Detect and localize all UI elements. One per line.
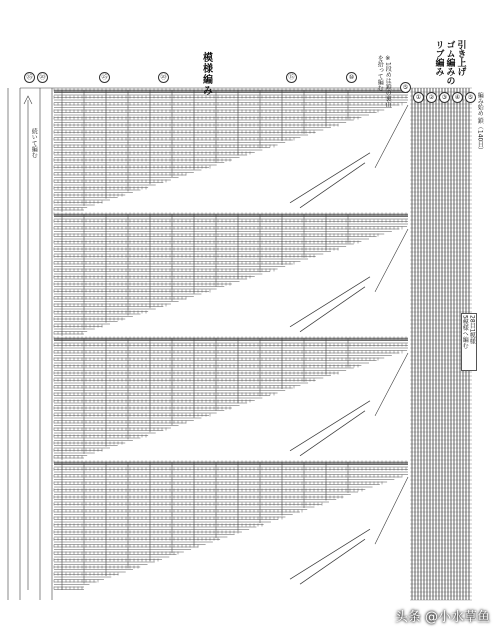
rib-row-marker: ⑤ — [465, 92, 476, 103]
column-marker: ⑩ — [346, 72, 357, 83]
rib-title-line2: ゴム編みの — [444, 40, 455, 85]
block-top-band — [54, 338, 408, 341]
diagonal-stitch — [290, 529, 370, 579]
diagonal-stitch — [375, 105, 408, 168]
rib-row-marker: ③ — [439, 92, 450, 103]
rib-row-marker: ④ — [452, 92, 463, 103]
block-top-band — [54, 462, 408, 465]
column-marker: ⑳ — [158, 72, 169, 83]
pattern-title: 模様編み — [200, 52, 212, 96]
block-top-band — [54, 214, 408, 217]
diagonal-stitch — [300, 411, 365, 456]
diagonal-stitch — [300, 287, 365, 332]
repeat-note-line2: 5模様へ編む — [461, 315, 469, 349]
column-marker: ⑮ — [286, 72, 297, 83]
watermark: 头条 @小水草鱼 — [394, 610, 490, 625]
continue-note: 続いて編む — [30, 128, 38, 158]
column-marker: ㉟ — [24, 72, 35, 83]
repeat-note-line1: 28目1模様 — [468, 315, 476, 345]
diagonal-stitch — [300, 539, 365, 584]
rib-title-line1: 引き上げ — [455, 40, 466, 76]
first-row-note-line2: を拾って編む — [376, 55, 384, 91]
cast-on-note: 編み始め 鎖（140目） — [476, 92, 484, 154]
diagonal-stitch — [290, 153, 370, 203]
diagonal-stitch — [290, 401, 370, 451]
column-marker: ㉕ — [99, 72, 110, 83]
block-top-band — [54, 90, 408, 93]
diagonal-stitch — [290, 277, 370, 327]
rib-row-marker: ② — [426, 92, 437, 103]
diagonal-stitch — [300, 163, 365, 208]
column-marker: ⑤ — [400, 82, 411, 93]
first-row-note-line1: ※1段めは鎖の裏山 — [384, 55, 392, 108]
rib-title-line3: リブ編み — [433, 40, 444, 76]
rib-row-marker: ① — [413, 92, 424, 103]
column-marker: ⑳ — [37, 72, 48, 83]
diagonal-stitch — [375, 353, 408, 416]
diagonal-stitch — [375, 477, 408, 544]
diagonal-stitch — [375, 229, 408, 292]
